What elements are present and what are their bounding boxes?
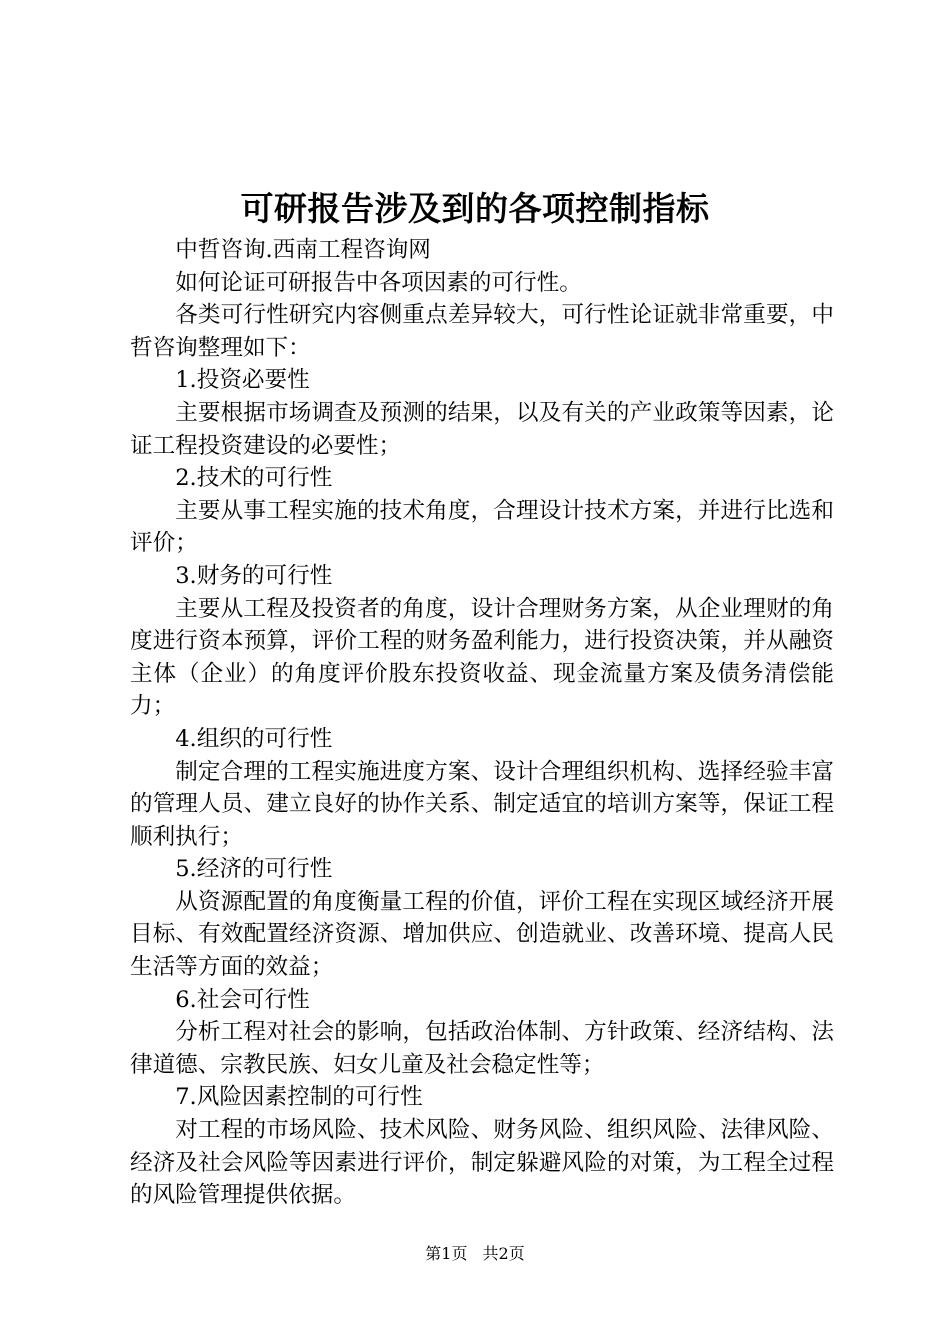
paragraph-economic: 从资源配置的角度衡量工程的价值，评价工程在实现区域经济开展目标、有效配置经济资源、增加供应、创造就业、改善环境、提高人民生活等方面的效益；	[130, 888, 834, 981]
page-number: 第1页	[425, 1244, 468, 1263]
section-heading-economic: 5.经济的可行性	[175, 856, 333, 883]
paragraph-organizational: 制定合理的工程实施进度方案、设计合理组织机构、选择经验丰富的管理人员、建立良好的协作关系、制定适宜的培训方案等，保证工程顺利执行；	[130, 758, 834, 850]
section-heading-social: 6.社会可行性	[175, 986, 310, 1013]
page-total: 共2页	[482, 1244, 525, 1263]
section-heading-risk: 7.风险因素控制的可行性	[175, 1084, 423, 1111]
paragraph-intro: 如何论证可研报告中各项因素的可行性。	[175, 269, 582, 296]
document-body	[130, 234, 834, 1212]
section-heading-investment: 1.投资必要性	[175, 367, 310, 394]
paragraph-investment: 主要根据市场调查及预测的结果，以及有关的产业政策等因素，论证工程投资建设的必要性；	[130, 399, 834, 459]
section-heading-technical: 2.技术的可行性	[175, 465, 333, 492]
section-heading-financial: 3.财务的可行性	[175, 562, 333, 589]
section-heading-organizational: 4.组织的可行性	[175, 725, 333, 752]
paragraph-source: 中哲咨询.西南工程咨询网	[175, 237, 431, 263]
paragraph-risk: 对工程的市场风险、技术风险、财务风险、组织风险、法律风险、经济及社会风险等因素进行评价，制定躲避风险的对策，为工程全过程的风险管理提供依据。	[130, 1117, 834, 1209]
paragraph-technical: 主要从事工程实施的技术角度，合理设计技术方案，并进行比选和评价；	[130, 497, 834, 557]
paragraph-social: 分析工程对社会的影响，包括政治体制、方针政策、经济结构、法律道德、宗教民族、妇女儿童及社会稳定性等；	[130, 1019, 834, 1078]
page-title: 可研报告涉及到的各项控制指标	[240, 189, 710, 228]
paragraph-overview: 各类可行性研究内容侧重点差异较大，可行性论证就非常重要，中哲咨询整理如下：	[130, 302, 834, 361]
page-footer	[0, 1243, 950, 1265]
paragraph-financial: 主要从工程及投资者的角度，设计合理财务方案，从企业理财的角度进行资本预算，评价工程的财务盈利能力，进行投资决策，并从融资主体（企业）的角度评价股东投资收益、现金流量方案及债务清偿能力；	[130, 595, 834, 720]
